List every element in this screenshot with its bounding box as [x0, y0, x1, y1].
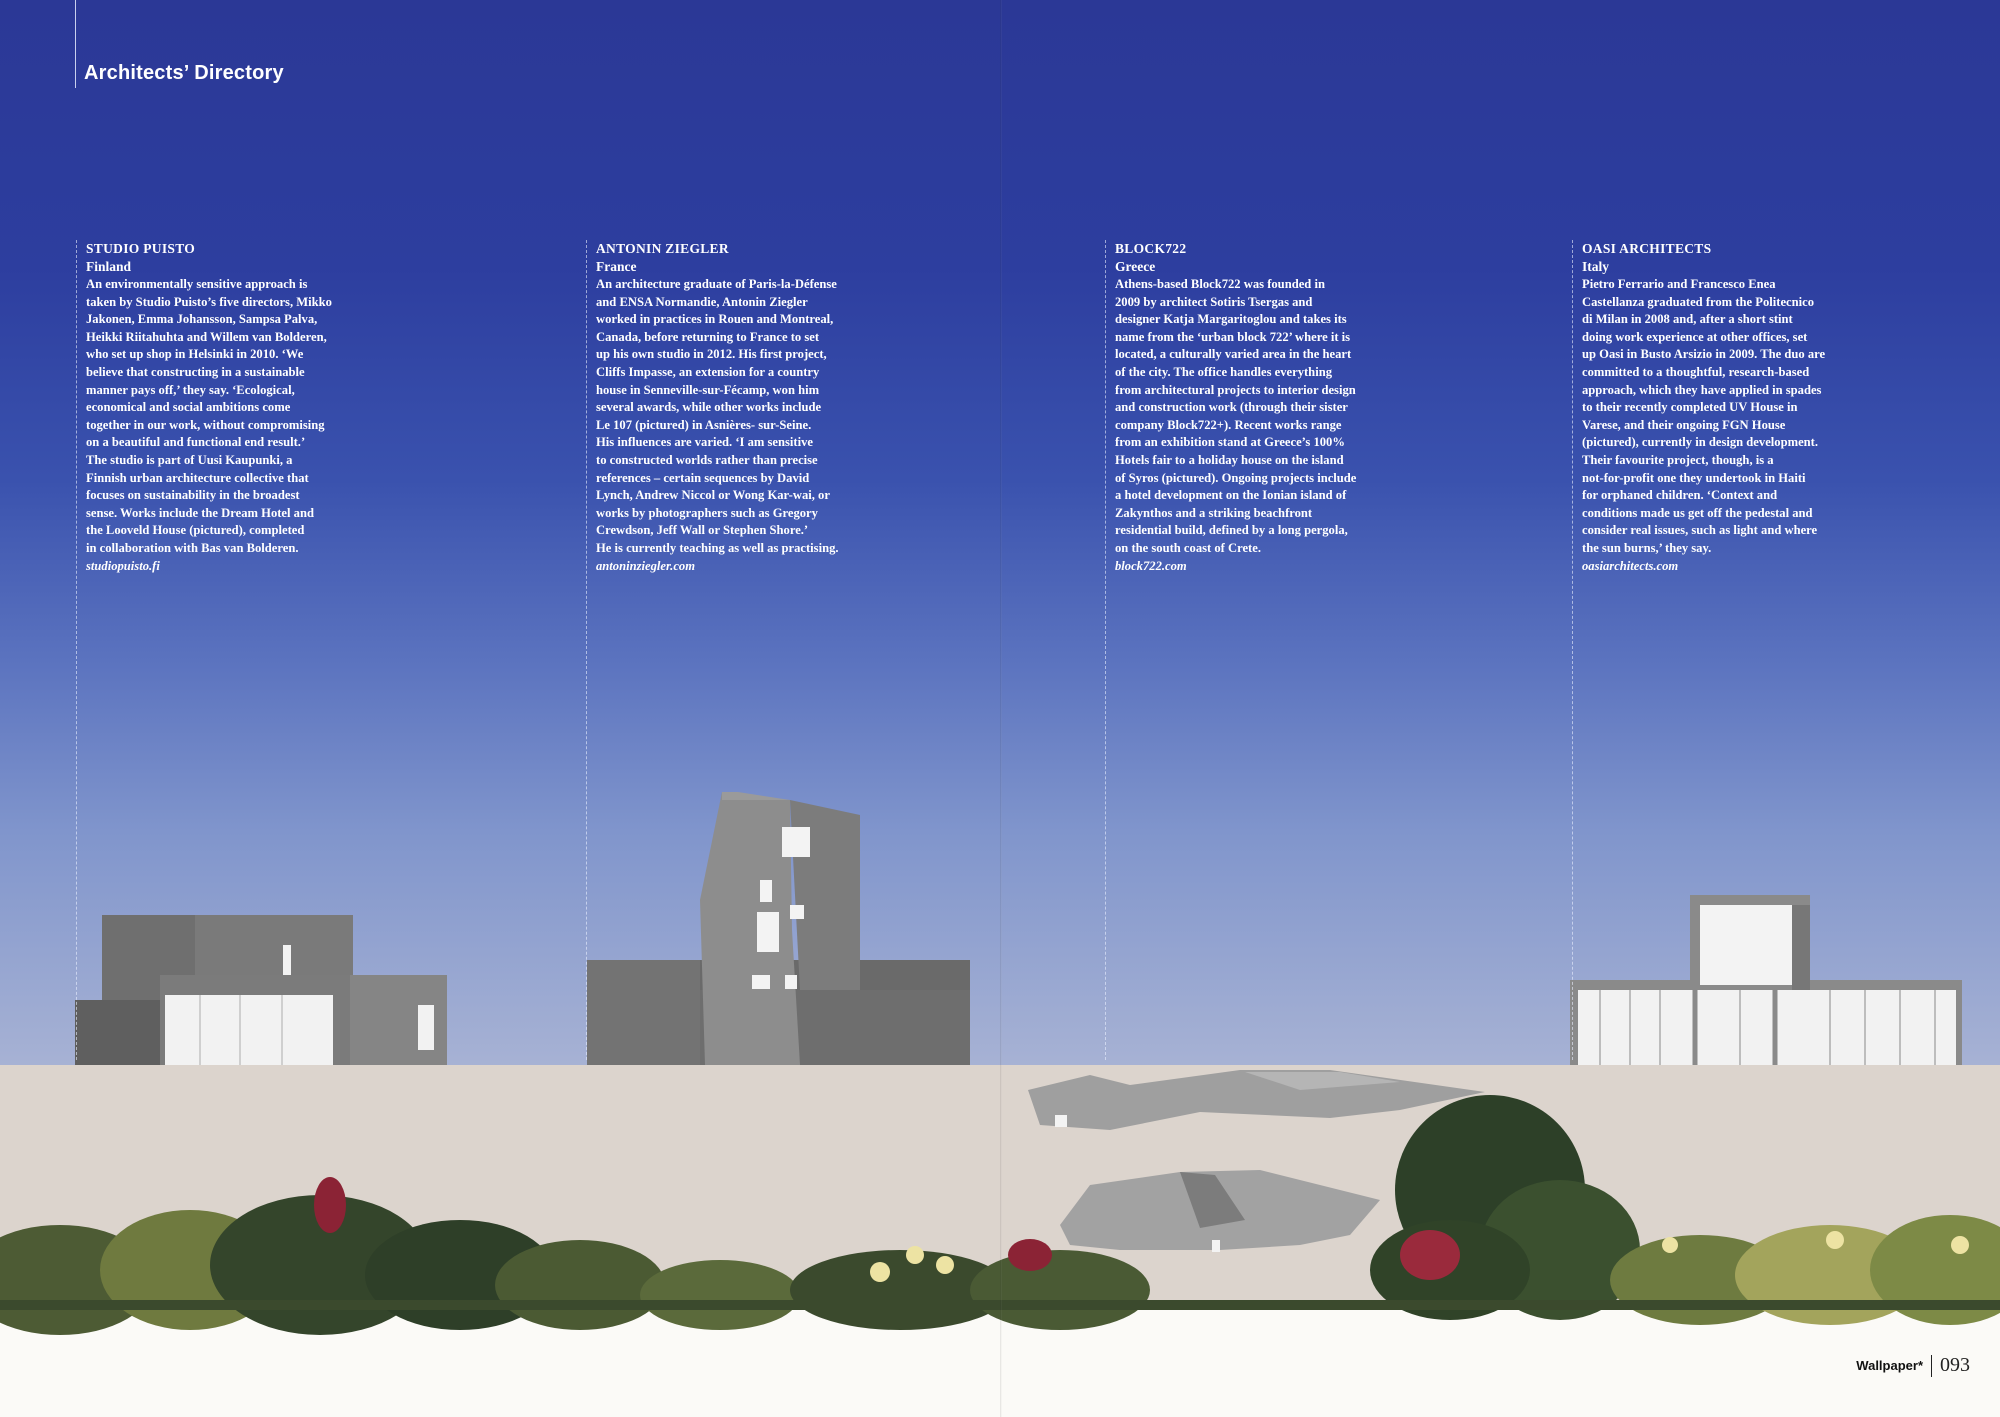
column-rule [76, 240, 77, 1060]
page-footer [1856, 1354, 1970, 1377]
architect-country: Greece [1115, 259, 1156, 274]
architect-entry-studio-puisto [86, 240, 381, 575]
architect-name: ANTONIN ZIEGLER [596, 241, 729, 256]
architect-website-link[interactable]: antoninziegler.com [596, 558, 696, 573]
architect-country: Italy [1582, 259, 1609, 274]
le-107-illustration [587, 792, 970, 1065]
looveld-house-illustration [75, 915, 447, 1065]
architect-country: Finland [86, 259, 132, 274]
architect-description: An environmentally sensitive approach is taken by Studio Puisto’s five directors, Mikko Jakonen, Emma Johansson, Sampsa Palva, Heikki Riitahuhta and Willem van Bolderen, who set up shop in Helsinki in 2010. ‘We believe that constructing in a sustainable manner pays off,’ they say. ‘Ecological, economical and social ambitions come together in our work, without compromising on a beautiful and functional end result.’ The studio is part of Uusi Kaupunki, a Finnish urban architecture collective that focuses on sustainability in the broadest sense. Works include the Dream Hotel and the Looveld House (pictured), completed in collaboration with Bas van Bolderen. [86, 277, 332, 555]
page-number: 093 [1940, 1354, 1970, 1376]
architect-country: France [596, 259, 637, 274]
architect-description: Athens-based Block722 was founded in 2009 by architect Sotiris Tsergas and designer Katja Margaritoglou and takes its name from the ‘urban block 722’ where it is located, a culturally varied area in the heart of the city. The office handles everything from architectural projects to interior design and construction work (through their sister company Block722+). Recent works range from an exhibition stand at Greece’s 100% Hotels fair to a holiday house on the island of Syros (pictured). Ongoing projects include a hotel development on the Ionian island of Zakynthos and a striking beachfront residential build, defined by a long pergola, on the south coast of Crete. [1115, 277, 1357, 555]
architect-name: OASI ARCHITECTS [1582, 241, 1712, 256]
architect-entry-oasi-architects [1582, 240, 1877, 575]
header-rule [75, 0, 76, 88]
folio-divider [1931, 1355, 1932, 1377]
section-title: Architects’ Directory [84, 62, 284, 84]
magazine-brand: Wallpaper* [1856, 1358, 1923, 1373]
fgn-house-illustration [1570, 895, 1962, 1065]
column-rule [1105, 240, 1106, 1060]
architect-entry-antonin-ziegler [596, 240, 891, 575]
architect-entry-block722 [1115, 240, 1410, 575]
architect-description: An architecture graduate of Paris-la-Défense and ENSA Normandie, Antonin Ziegler worked in practices in Rouen and Montreal, Canada, before returning to France to set up his own studio in 2012. His first project, Cliffs Impasse, an extension for a country house in Senneville-sur-Fécamp, won him several awards, while other works include Le 107 (pictured) in Asnières- sur-Seine. His influences are varied. ‘I am sensitive to constructed worlds rather than precise references – certain sequences by David Lynch, Andrew Niccol or Wong Kar-wai, or works by photographers such as Gregory Crewdson, Jeff Wall or Stephen Shore.’ He is currently teaching as well as practising. [596, 277, 839, 555]
architect-name: BLOCK722 [1115, 241, 1187, 256]
architect-website-link[interactable]: block722.com [1115, 558, 1187, 573]
architect-website-link[interactable]: studiopuisto.fi [86, 558, 160, 573]
spread-gutter [1000, 0, 1002, 1417]
column-rule [1572, 240, 1573, 1060]
column-rule [586, 240, 587, 1060]
architect-name: STUDIO PUISTO [86, 241, 196, 256]
architect-description: Pietro Ferrario and Francesco Enea Castellanza graduated from the Politecnico di Milan in 2008 and, after a short stint doing work experience at other offices, set up Oasi in Busto Arsizio in 2009. The duo are committed to a thoughtful, research-based approach, which they have applied in spades to their recently completed UV House in Varese, and their ongoing FGN House (pictured), currently in design development. Their favourite project, though, is a not-for-profit one they undertook in Haiti for orphaned children. ‘Context and conditions made us get off the pedestal and consider real issues, such as light and where the sun burns,’ they say. [1582, 277, 1826, 555]
architect-website-link[interactable]: oasiarchitects.com [1582, 558, 1679, 573]
